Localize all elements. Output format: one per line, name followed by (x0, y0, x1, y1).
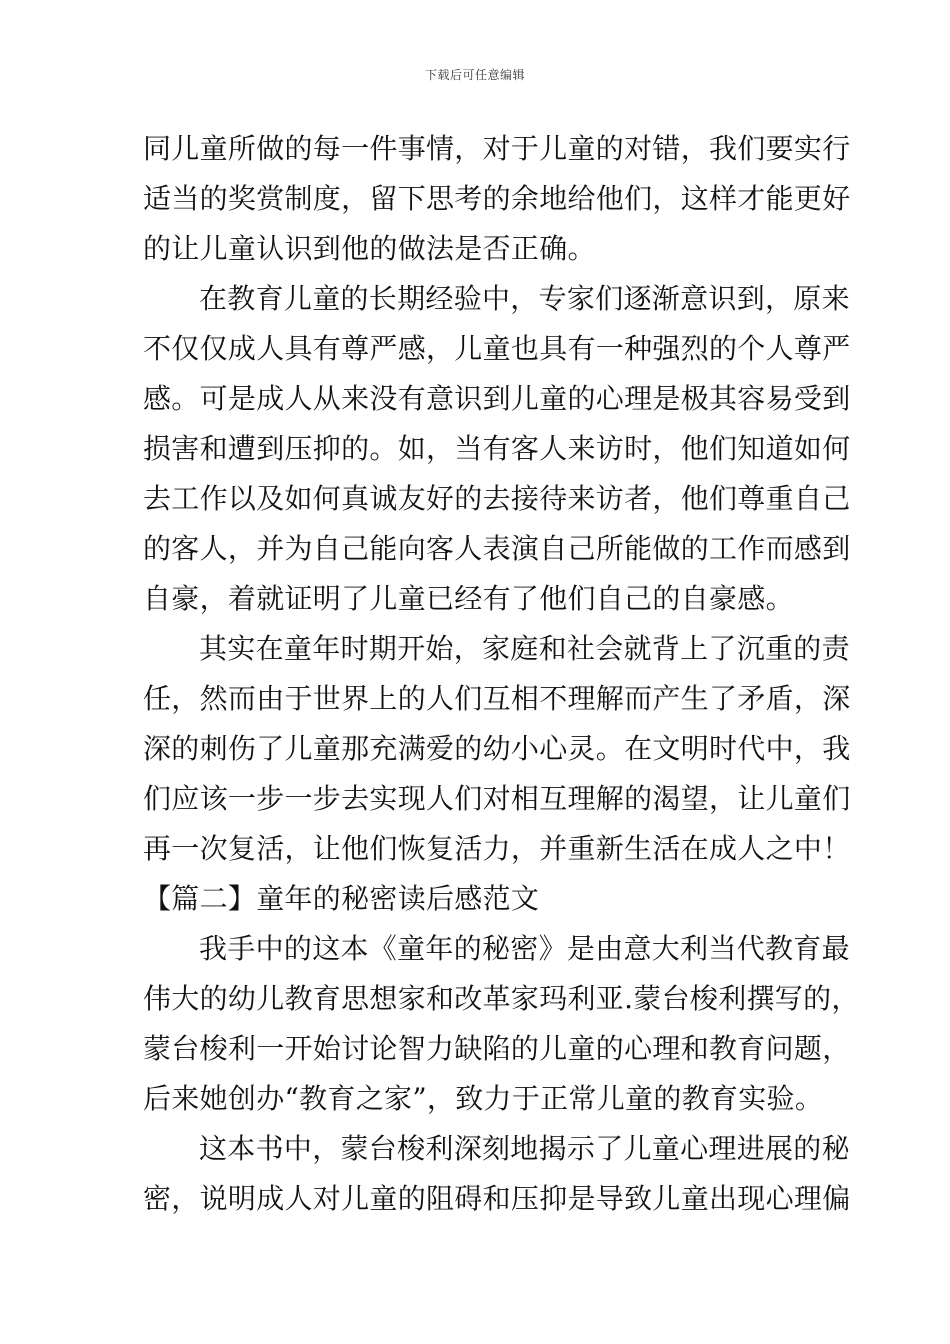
text-line: 适当的奖赏制度，留下思考的余地给他们，这样才能更好 (143, 182, 851, 215)
text-line: 后来她创办“教育之家”，致力于正常儿童的教育实验。 (143, 1082, 824, 1115)
text-line: 损害和遭到压抑的。如，当有客人来访时，他们知道如何 (143, 432, 851, 465)
section-heading: 【篇二】童年的秘密读后感范文 (143, 882, 540, 915)
text-line: 感。可是成人从来没有意识到儿童的心理是极其容易受到 (143, 382, 851, 415)
text-line: 密，说明成人对儿童的阻碍和压抑是导致儿童出现心理偏 (143, 1182, 851, 1215)
text-line: 的客人，并为自己能向客人表演自己所能做的工作而感到 (143, 532, 851, 565)
document-body (143, 124, 860, 1224)
text-line: 再一次复活，让他们恢复活力，并重新生活在成人之中！ (143, 832, 851, 865)
text-line: 不仅仅成人具有尊严感，儿童也具有一种强烈的个人尊严 (143, 332, 851, 365)
text-line: 蒙台梭利一开始讨论智力缺陷的儿童的心理和教育问题， (143, 1032, 851, 1065)
paragraph-first-line: 我手中的这本《童年的秘密》是由意大利当代教育最 (199, 932, 850, 965)
text-line: 去工作以及如何真诚友好的去接待来访者，他们尊重自己 (143, 482, 851, 515)
text-line: 任，然而由于世界上的人们互相不理解而产生了矛盾，深 (143, 682, 851, 715)
text-line: 伟大的幼儿教育思想家和改革家玛利亚.蒙台梭利撰写的， (143, 982, 860, 1015)
paragraph-first-line: 在教育儿童的长期经验中，专家们逐渐意识到，原来 (199, 282, 850, 315)
paragraph-first-line: 这本书中，蒙台梭利深刻地揭示了儿童心理进展的秘 (199, 1132, 850, 1165)
text-line: 同儿童所做的每一件事情，对于儿童的对错，我们要实行 (143, 132, 851, 165)
page-header: 下载后可任意编辑 (424, 68, 525, 82)
text-line: 们应该一步一步去实现人们对相互理解的渴望，让儿童们 (143, 782, 851, 815)
text-line: 自豪，着就证明了儿童已经有了他们自己的自豪感。 (143, 582, 794, 615)
text-line: 深的刺伤了儿童那充满爱的幼小心灵。在文明时代中，我 (143, 732, 851, 765)
text-line: 的让儿童认识到他的做法是否正确。 (143, 232, 596, 265)
paragraph-first-line: 其实在童年时期开始，家庭和社会就背上了沉重的责 (199, 632, 850, 665)
